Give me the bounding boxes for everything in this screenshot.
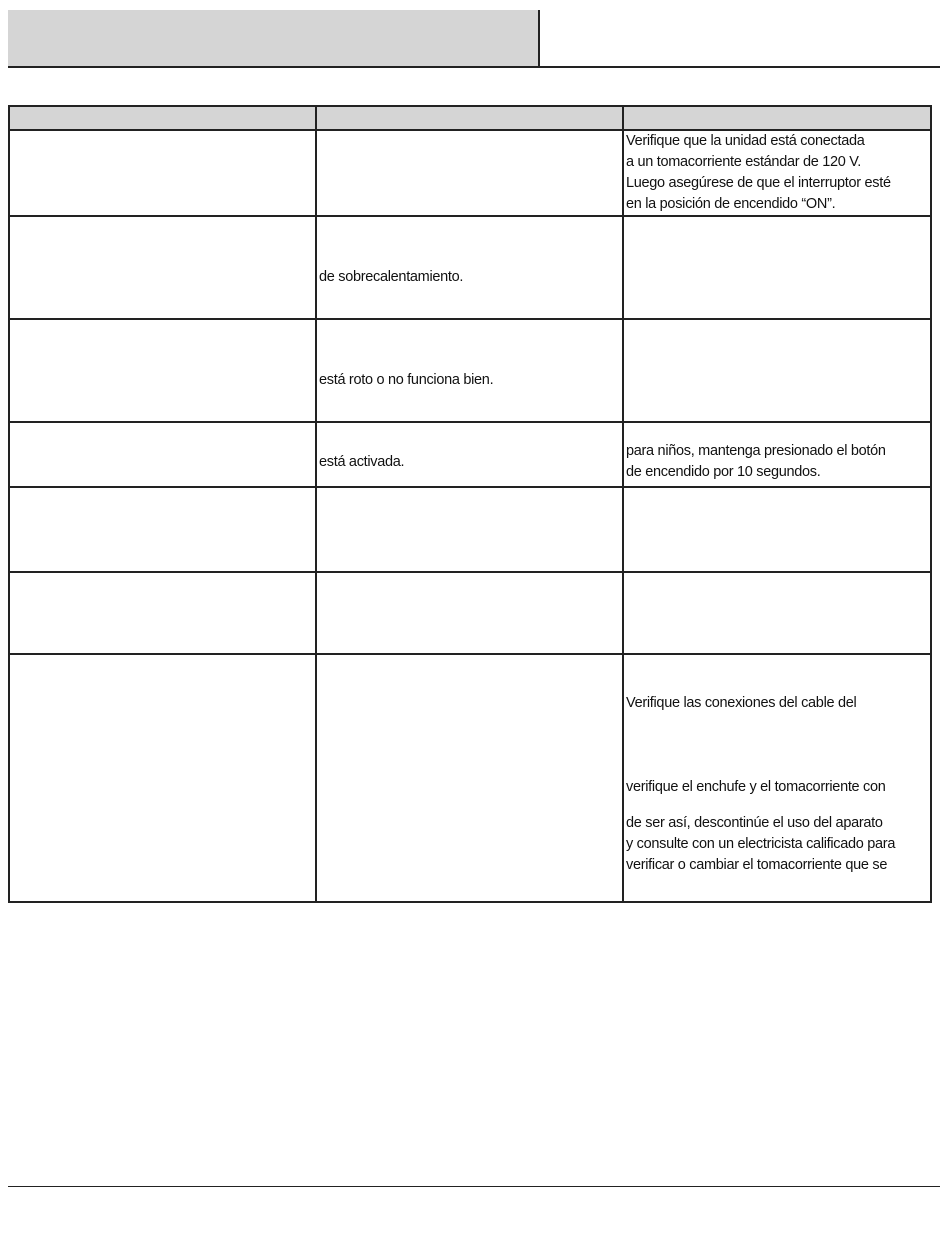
table-row	[9, 487, 931, 572]
table-row	[9, 654, 931, 902]
table-row	[9, 572, 931, 654]
solution-line: a un tomacorriente estándar de 120 V.	[626, 154, 862, 170]
cause-cell	[316, 130, 623, 216]
table-row	[9, 130, 931, 216]
header-cell-cause	[316, 106, 623, 130]
solution-cell	[623, 422, 931, 487]
solution-gap	[626, 714, 930, 777]
table-row	[9, 216, 931, 319]
solution-gap	[626, 798, 930, 813]
solution-cell	[623, 487, 931, 572]
header-divider	[538, 10, 540, 67]
solution-line: Verifique las conexiones del cable del	[626, 695, 857, 711]
problem-cell	[9, 572, 316, 654]
troubleshooting-table	[8, 105, 932, 903]
table-row	[9, 422, 931, 487]
solution-line: Verifique que la unidad está conectada	[626, 133, 865, 149]
cause-cell	[316, 422, 623, 487]
cause-line: de sobrecalentamiento.	[319, 269, 464, 285]
cause-cell	[316, 319, 623, 422]
solution-cell	[623, 130, 931, 216]
solution-cell	[623, 319, 931, 422]
solution-cell	[623, 654, 931, 902]
header-cell-problem	[9, 106, 316, 130]
problem-cell	[9, 654, 316, 902]
cause-cell	[316, 654, 623, 902]
header-title-bar	[8, 10, 539, 66]
problem-cell	[9, 319, 316, 422]
problem-cell	[9, 130, 316, 216]
cause-line: está roto o no funciona bien.	[319, 372, 494, 388]
cause-cell	[316, 216, 623, 319]
header-cell-solution	[623, 106, 931, 130]
table-header-row	[9, 106, 931, 130]
problem-cell	[9, 487, 316, 572]
solution-line: verifique el enchufe y el tomacorriente con	[626, 779, 886, 795]
problem-cell	[9, 216, 316, 319]
table-row	[9, 319, 931, 422]
header-rule	[8, 66, 940, 68]
solution-cell	[623, 216, 931, 319]
solution-line: y consulte con un electricista calificado para	[626, 836, 896, 852]
solution-line: de encendido por 10 segundos.	[626, 464, 821, 480]
solution-line: Luego asegúrese de que el interruptor esté	[626, 175, 891, 191]
solution-cell	[623, 572, 931, 654]
solution-line: verificar o cambiar el tomacorriente que se	[626, 857, 888, 873]
footer-rule	[8, 1186, 940, 1187]
solution-line: para niños, mantenga presionado el botón	[626, 443, 886, 459]
solution-line: en la posición de encendido “ON”.	[626, 196, 836, 212]
cause-cell	[316, 572, 623, 654]
problem-cell	[9, 422, 316, 487]
cause-line: está activada.	[319, 454, 405, 470]
solution-line: de ser así, descontinúe el uso del aparato	[626, 815, 883, 831]
cause-cell	[316, 487, 623, 572]
